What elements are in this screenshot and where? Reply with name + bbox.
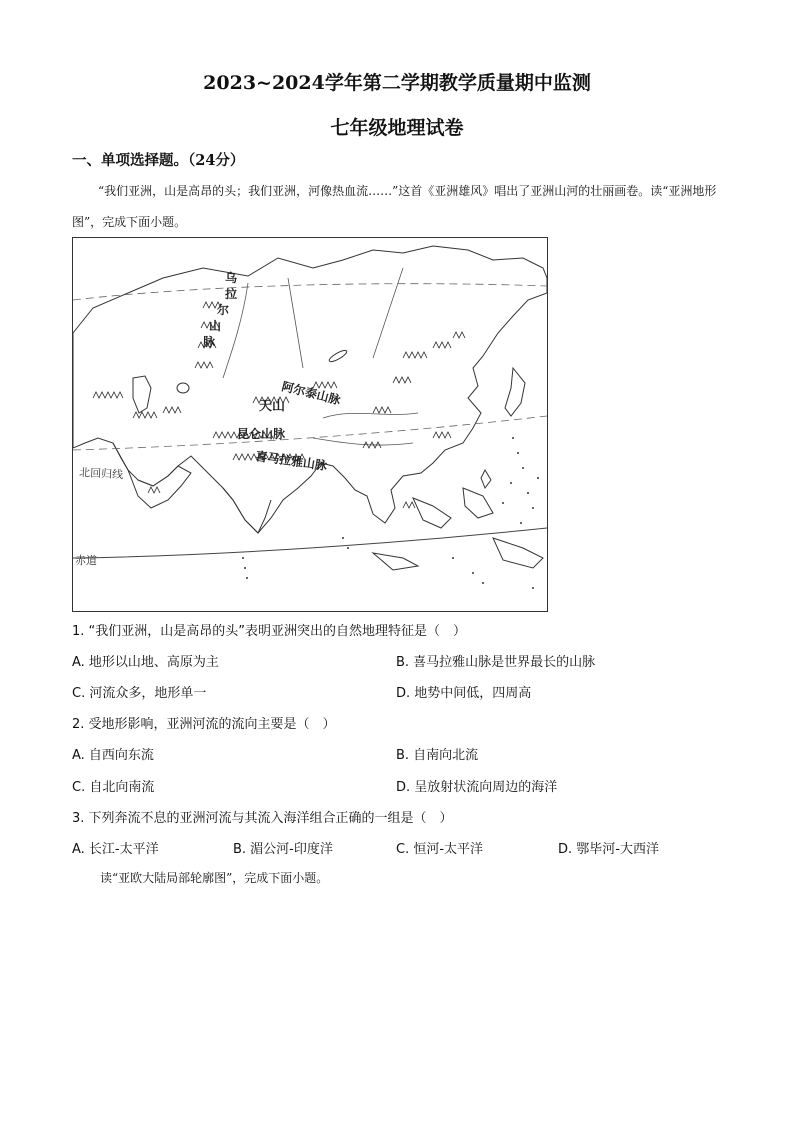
- exam-subtitle: 七年级地理试卷: [330, 117, 464, 139]
- question-3-option-d[interactable]: D. 鄂毕河-大西洋: [558, 842, 659, 857]
- equator-line: [73, 528, 547, 558]
- question-2-option-a[interactable]: A. 自西向东流: [72, 748, 154, 763]
- island-3: [493, 538, 543, 568]
- question-1-option-b[interactable]: B. 喜马拉雅山脉是世界最长的山脉: [396, 655, 596, 670]
- question-1-option-a[interactable]: A. 地形以山地、高原为主: [72, 655, 219, 670]
- exam-title: 2023~2024学年第二学期教学质量期中监测: [203, 72, 591, 94]
- equator-label: 赤道: [75, 554, 97, 567]
- question-2-option-d[interactable]: D. 呈放射状流向周边的海洋: [396, 780, 558, 795]
- map-figure: [73, 238, 547, 611]
- question-2-stem: 2. 受地形影响，亚洲河流的流向主要是（ ）: [72, 717, 336, 732]
- question-1-option-c[interactable]: C. 河流众多，地形单一: [72, 686, 207, 701]
- intro-paragraph: “我们亚洲，山是高昂的头；我们亚洲，河像热血流……”这首《亚洲雄风》唱出了亚洲山河的壮丽画卷。读“亚洲地形图”，完成下面小题。: [72, 184, 717, 229]
- ural-char-5: 脉: [203, 335, 216, 349]
- ural-char-1: 乌: [225, 271, 238, 285]
- question-2-option-c[interactable]: C. 自北向南流: [72, 780, 155, 795]
- kunlun-label: 昆仑山脉: [237, 427, 286, 441]
- question-1-stem: 1. “我们亚洲，山是高昂的头”表明亚洲突出的自然地理特征是（ ）: [72, 624, 467, 639]
- question-1-option-d[interactable]: D. 地势中间低，四周高: [396, 686, 532, 701]
- ural-char-3: 尔: [217, 303, 230, 317]
- question-3-option-b[interactable]: B. 湄公河-印度洋: [233, 842, 333, 857]
- question-3-option-c[interactable]: C. 恒河-太平洋: [396, 842, 484, 857]
- aral-sea: [177, 383, 189, 393]
- section-heading: 一、单项选择题。（24分）: [72, 152, 245, 169]
- taiwan-outline: [481, 470, 491, 488]
- altai-label: 阿尔泰山脉: [280, 379, 342, 408]
- tropic-label: 北回归线: [78, 466, 124, 482]
- next-group-note: 读“亚欧大陆局部轮廓图”，完成下面小题。: [100, 871, 329, 885]
- question-3-stem: 3. 下列奔流不息的亚洲河流与其流入海洋组合正确的一组是（ ）: [72, 811, 453, 826]
- question-3-option-a[interactable]: A. 长江-太平洋: [72, 842, 159, 857]
- himalaya-label: 喜马拉雅山脉: [254, 449, 328, 473]
- island-2: [463, 488, 493, 518]
- island-4: [373, 553, 418, 570]
- asia-terrain-map: [72, 237, 548, 612]
- japan-outline: [505, 368, 525, 416]
- tianshan-label: 天山: [259, 399, 286, 414]
- ural-char-4: 山: [209, 319, 222, 333]
- island-1: [413, 498, 451, 528]
- question-2-option-b[interactable]: B. 自南向北流: [396, 748, 479, 763]
- ural-char-2: 拉: [225, 287, 238, 301]
